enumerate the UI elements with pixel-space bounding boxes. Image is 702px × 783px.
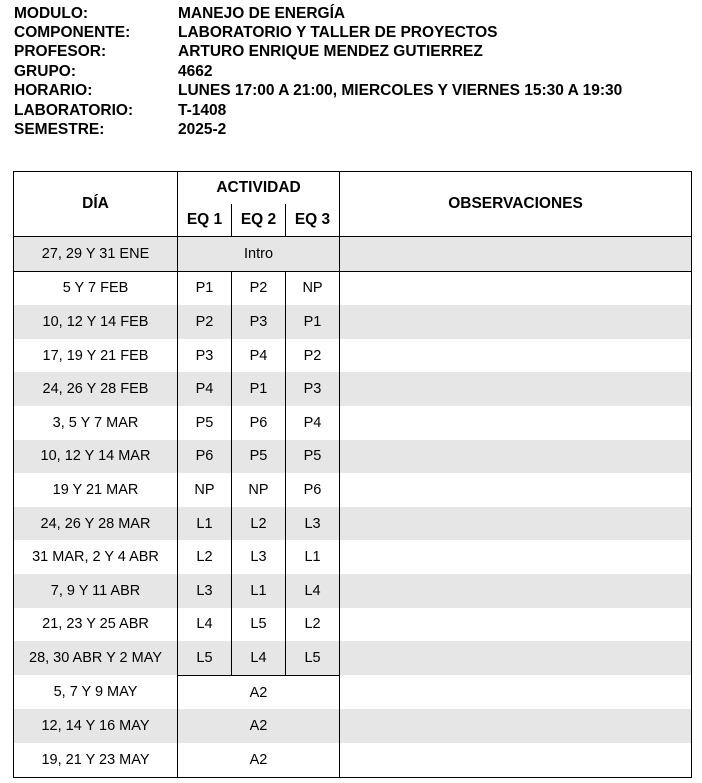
table-row xyxy=(14,406,692,440)
header-row-grupo xyxy=(14,62,622,81)
cell-actividad: A2 xyxy=(178,709,340,743)
cell-eq3: P1 xyxy=(286,305,340,339)
header-row-laboratorio xyxy=(14,101,622,120)
cell-observaciones xyxy=(340,608,692,642)
cell-dia: 5 Y 7 FEB xyxy=(14,271,178,305)
cell-eq1: L1 xyxy=(178,507,232,541)
cell-observaciones xyxy=(340,709,692,743)
cell-actividad: A2 xyxy=(178,743,340,777)
table-row xyxy=(14,709,692,743)
header-label: GRUPO: xyxy=(14,62,76,80)
header-value: ARTURO ENRIQUE MENDEZ GUTIERREZ xyxy=(178,43,483,61)
cell-eq3: L4 xyxy=(286,574,340,608)
cell-eq1: P4 xyxy=(178,372,232,406)
header-label: SEMESTRE: xyxy=(14,121,105,139)
cell-actividad: A2 xyxy=(178,675,340,709)
cell-eq2: P3 xyxy=(232,305,286,339)
header-value: MANEJO DE ENERGÍA xyxy=(178,4,346,22)
column-header-dia: DÍA xyxy=(14,172,178,237)
cell-observaciones xyxy=(340,339,692,373)
cell-dia: 31 MAR, 2 Y 4 ABR xyxy=(14,540,178,574)
cell-eq1: L4 xyxy=(178,608,232,642)
cell-eq2: L2 xyxy=(232,507,286,541)
table-row xyxy=(14,372,692,406)
table-row xyxy=(14,271,692,305)
cell-dia: 28, 30 ABR Y 2 MAY xyxy=(14,641,178,675)
cell-dia: 24, 26 Y 28 FEB xyxy=(14,372,178,406)
cell-eq2: L3 xyxy=(232,540,286,574)
table-row xyxy=(14,440,692,474)
table-row xyxy=(14,305,692,339)
header-row-componente xyxy=(14,23,622,42)
cell-eq1: P5 xyxy=(178,406,232,440)
cell-eq3: P4 xyxy=(286,406,340,440)
column-header-eq1: EQ 1 xyxy=(178,204,232,237)
table-row xyxy=(14,608,692,642)
header-value: T-1408 xyxy=(178,101,227,119)
cell-dia: 21, 23 Y 25 ABR xyxy=(14,608,178,642)
cell-dia: 10, 12 Y 14 MAR xyxy=(14,440,178,474)
cell-eq1: NP xyxy=(178,473,232,507)
cell-observaciones xyxy=(340,574,692,608)
cell-observaciones xyxy=(340,641,692,675)
cell-eq1: P2 xyxy=(178,305,232,339)
table-row xyxy=(14,675,692,709)
cell-observaciones xyxy=(340,440,692,474)
table-row xyxy=(14,540,692,574)
table-row xyxy=(14,473,692,507)
cell-dia: 3, 5 Y 7 MAR xyxy=(14,406,178,440)
cell-dia: 17, 19 Y 21 FEB xyxy=(14,339,178,373)
column-header-observaciones: OBSERVACIONES xyxy=(340,172,692,237)
cell-eq1: L2 xyxy=(178,540,232,574)
header-label: HORARIO: xyxy=(14,82,93,100)
document-header xyxy=(14,4,622,140)
cell-observaciones xyxy=(340,305,692,339)
cell-eq1: P3 xyxy=(178,339,232,373)
cell-eq2: P6 xyxy=(232,406,286,440)
cell-observaciones xyxy=(340,743,692,777)
table-row xyxy=(14,339,692,373)
header-row-horario xyxy=(14,82,622,101)
cell-eq3: P6 xyxy=(286,473,340,507)
table-row xyxy=(14,743,692,777)
header-label: LABORATORIO: xyxy=(14,101,134,119)
cell-eq1: L5 xyxy=(178,641,232,675)
cell-dia: 5, 7 Y 9 MAY xyxy=(14,675,178,709)
cell-eq3: P2 xyxy=(286,339,340,373)
cell-observaciones xyxy=(340,406,692,440)
table-row xyxy=(14,507,692,541)
table-row xyxy=(14,574,692,608)
cell-eq3: L5 xyxy=(286,641,340,675)
header-row-semestre xyxy=(14,120,622,139)
cell-eq2: P4 xyxy=(232,339,286,373)
cell-dia: 7, 9 Y 11 ABR xyxy=(14,574,178,608)
header-label: COMPONENTE: xyxy=(14,24,131,42)
cell-eq2: L5 xyxy=(232,608,286,642)
cell-eq1: L3 xyxy=(178,574,232,608)
header-row-modulo xyxy=(14,4,622,23)
cell-eq3: L2 xyxy=(286,608,340,642)
cell-eq2: P1 xyxy=(232,372,286,406)
cell-observaciones xyxy=(340,237,692,272)
header-value: 2025-2 xyxy=(178,121,227,139)
cell-eq1: P1 xyxy=(178,271,232,305)
cell-observaciones xyxy=(340,372,692,406)
header-label: PROFESOR: xyxy=(14,43,107,61)
cell-dia: 19, 21 Y 23 MAY xyxy=(14,743,178,777)
column-header-eq3: EQ 3 xyxy=(286,204,340,237)
schedule-table xyxy=(13,171,692,778)
cell-observaciones xyxy=(340,271,692,305)
cell-eq3: L1 xyxy=(286,540,340,574)
cell-observaciones xyxy=(340,473,692,507)
column-header-eq2: EQ 2 xyxy=(232,204,286,237)
cell-eq2: L1 xyxy=(232,574,286,608)
cell-eq1: P6 xyxy=(178,440,232,474)
cell-dia: 10, 12 Y 14 FEB xyxy=(14,305,178,339)
cell-eq3: P3 xyxy=(286,372,340,406)
cell-observaciones xyxy=(340,507,692,541)
header-value: 4662 xyxy=(178,62,213,80)
cell-eq3: L3 xyxy=(286,507,340,541)
column-header-actividad: ACTIVIDAD xyxy=(178,172,340,205)
table-row xyxy=(14,641,692,675)
cell-eq2: NP xyxy=(232,473,286,507)
cell-eq2: P5 xyxy=(232,440,286,474)
cell-eq2: L4 xyxy=(232,641,286,675)
cell-observaciones xyxy=(340,540,692,574)
header-value: LUNES 17:00 A 21:00, MIERCOLES Y VIERNES 15:30 A 19:30 xyxy=(178,82,623,100)
cell-observaciones xyxy=(340,675,692,709)
cell-actividad: Intro xyxy=(178,237,340,272)
cell-eq3: NP xyxy=(286,271,340,305)
header-row-profesor xyxy=(14,43,622,62)
cell-dia: 19 Y 21 MAR xyxy=(14,473,178,507)
header-value: LABORATORIO Y TALLER DE PROYECTOS xyxy=(178,24,498,42)
table-row-intro xyxy=(14,237,692,272)
cell-dia: 12, 14 Y 16 MAY xyxy=(14,709,178,743)
cell-eq2: P2 xyxy=(232,271,286,305)
cell-dia: 24, 26 Y 28 MAR xyxy=(14,507,178,541)
cell-dia: 27, 29 Y 31 ENE xyxy=(14,237,178,272)
cell-eq3: P5 xyxy=(286,440,340,474)
header-label: MODULO: xyxy=(14,4,89,22)
